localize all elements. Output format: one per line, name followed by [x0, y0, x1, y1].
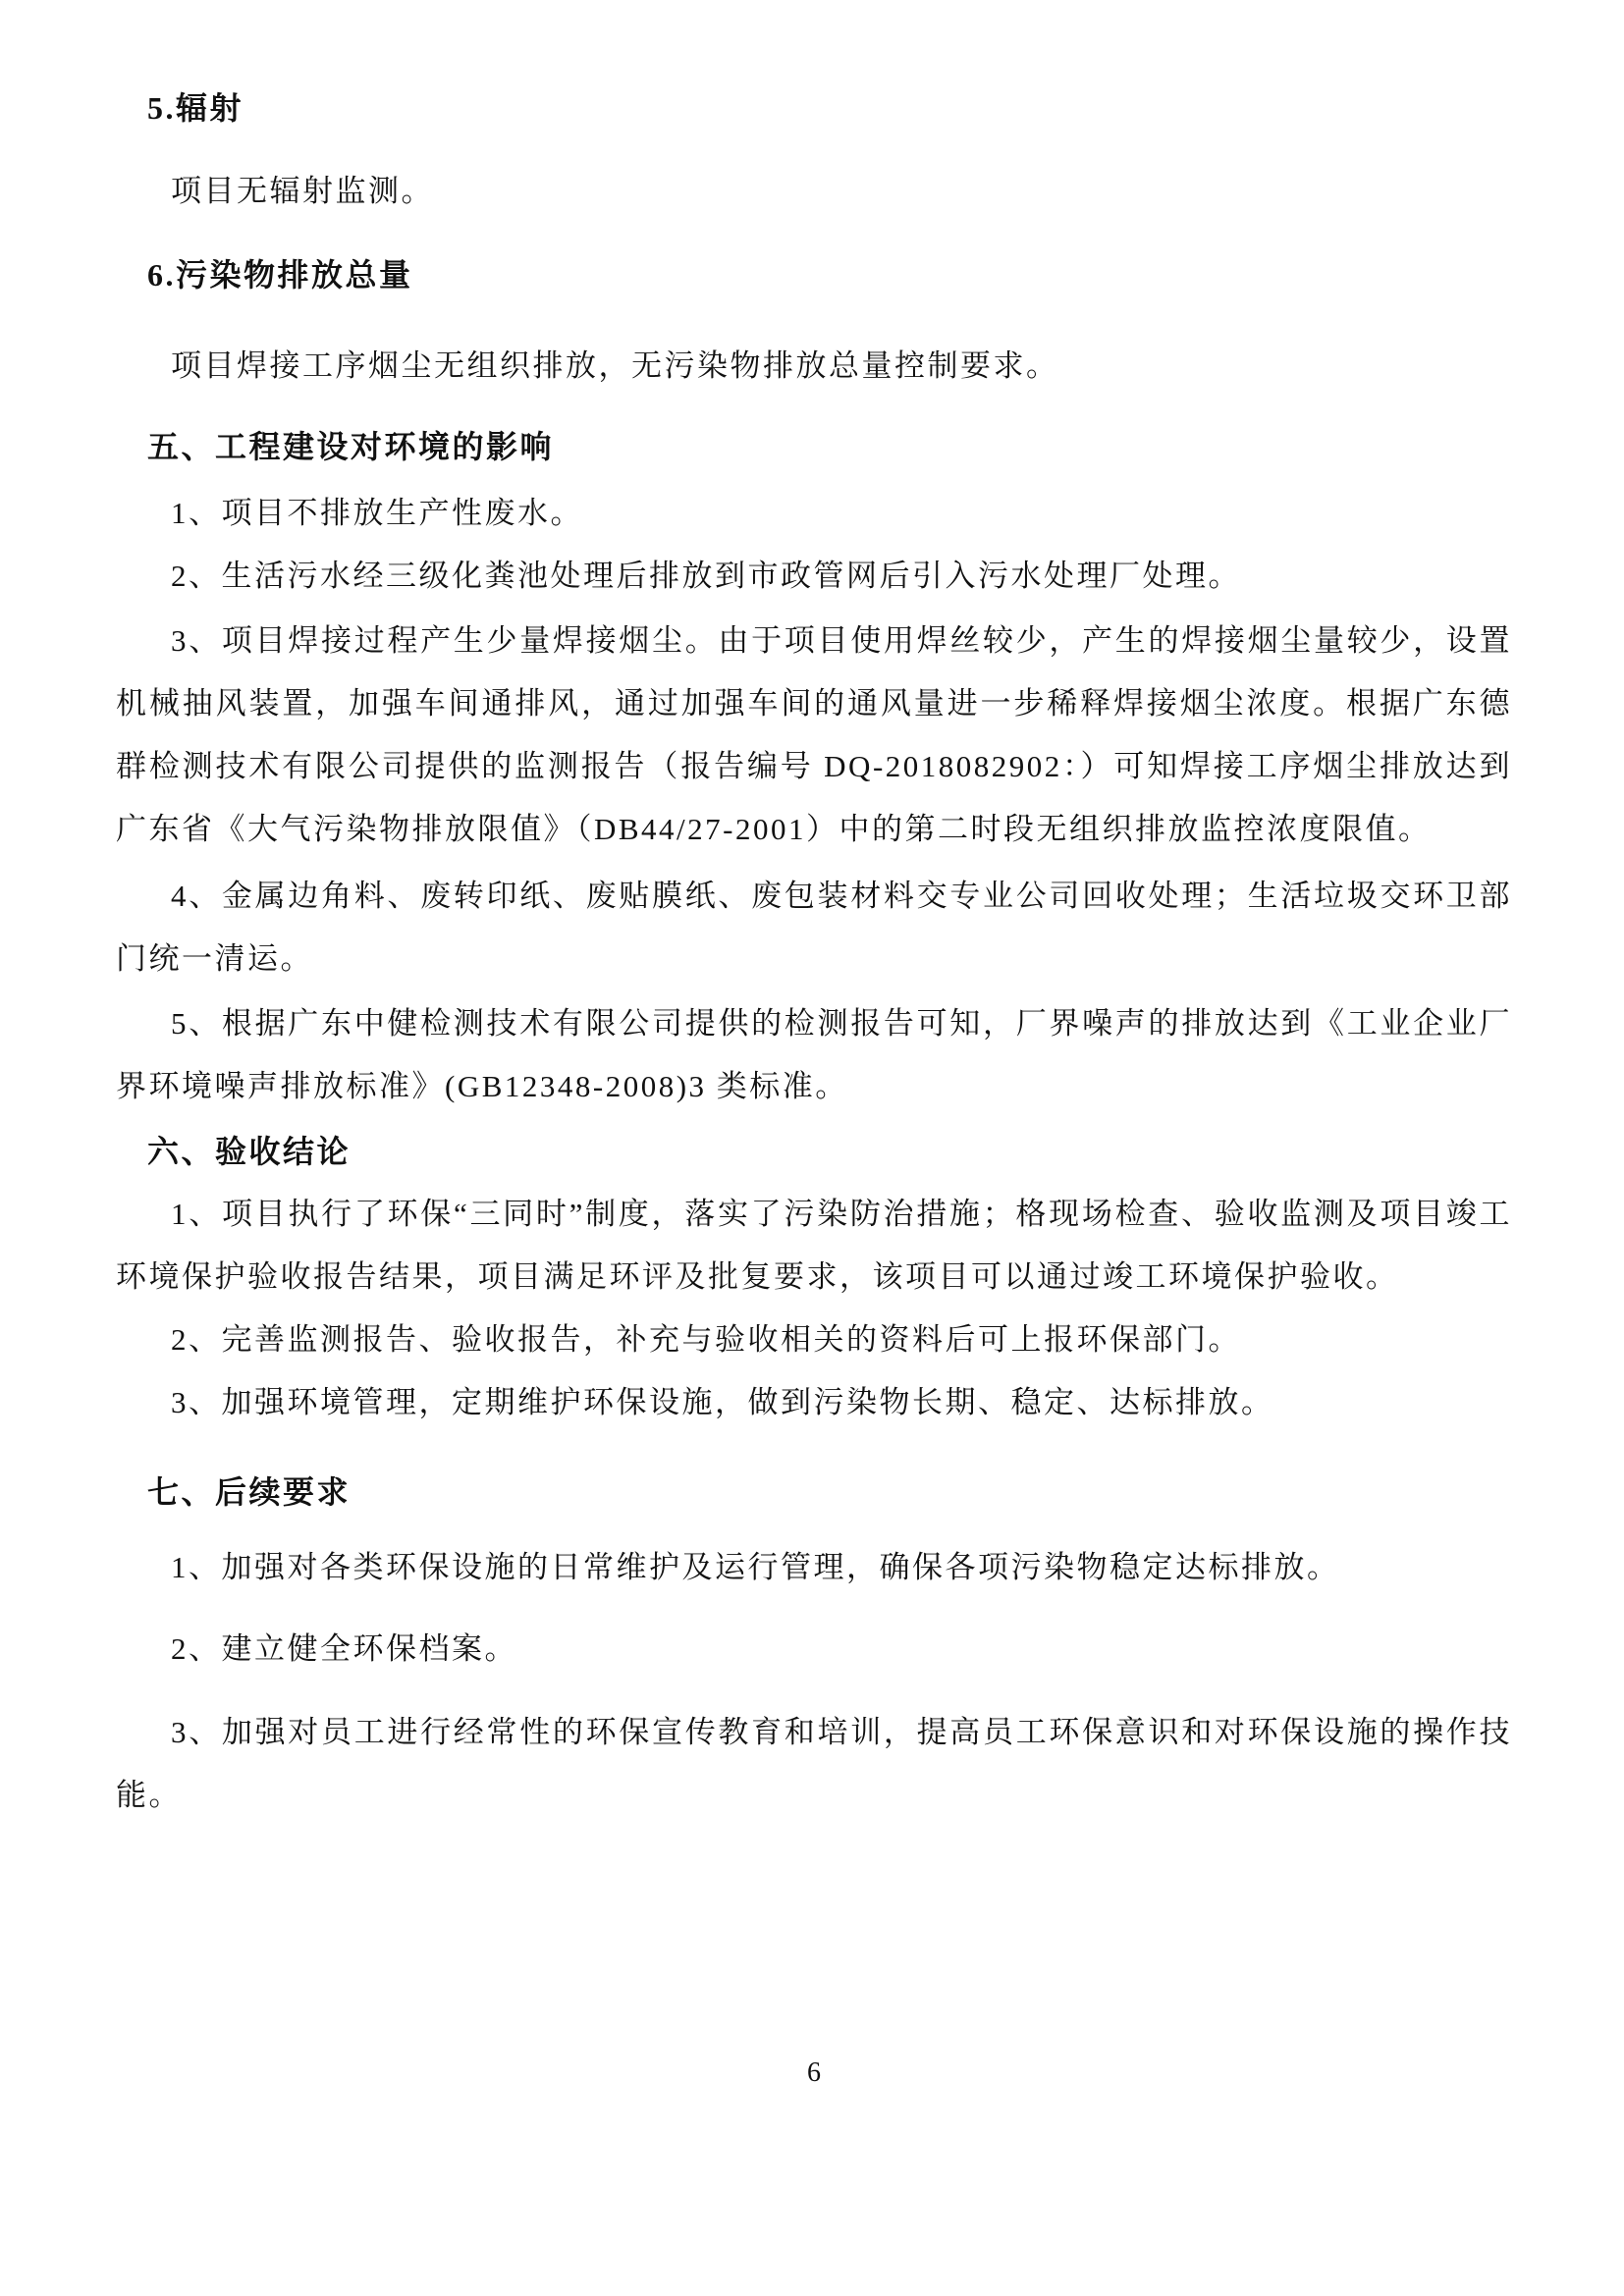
paragraph-followup-item-2: 2、建立健全环保档案。	[171, 1631, 517, 1666]
subsection-heading-radiation: 5.辐射	[147, 90, 244, 126]
subsection-heading-total-pollutant-emission: 6.污染物排放总量	[147, 257, 413, 293]
paragraph-followup-item-1: 1、加强对各类环保设施的日常维护及运行管理，确保各项污染物稳定达标排放。	[171, 1550, 1340, 1584]
paragraph-impact-item-5: 5、根据广东中健检测技术有限公司提供的检测报告可知，厂界噪声的排放达到《工业企业厂界环境噪声排放标准》(GB12348-2008)3 类标准。	[116, 1006, 1512, 1103]
paragraph-total-emission-requirement: 项目焊接工序烟尘无组织排放，无污染物排放总量控制要求。	[171, 348, 1059, 383]
paragraph-impact-item-2: 2、生活污水经三级化粪池处理后排放到市政管网后引入污水处理厂处理。	[171, 559, 1241, 593]
section-heading-acceptance-conclusion: 六、验收结论	[147, 1134, 352, 1169]
paragraph-conclusion-item-2: 2、完善监测报告、验收报告，补充与验收相关的资料后可上报环保部门。	[171, 1322, 1241, 1357]
section-heading-follow-up-requirements: 七、后续要求	[147, 1474, 352, 1510]
paragraph-conclusion-item-1: 1、项目执行了环保“三同时”制度，落实了污染防治措施；格现场检查、验收监测及项目竣工环境保护验收报告结果，项目满足环评及批复要求，该项目可以通过竣工环境保护验收。	[116, 1197, 1512, 1294]
paragraph-conclusion-item-3: 3、加强环境管理，定期维护环保设施，做到污染物长期、稳定、达标排放。	[171, 1385, 1274, 1419]
page-number: 6	[807, 2057, 821, 2088]
paragraph-impact-item-4: 4、金属边角料、废转印纸、废贴膜纸、废包装材料交专业公司回收处理；生活垃圾交环卫部门统一清运。	[116, 879, 1512, 976]
paragraph-impact-item-3: 3、项目焊接过程产生少量焊接烟尘。由于项目使用焊丝较少，产生的焊接烟尘量较少，设置机械抽风装置，加强车间通排风，通过加强车间的通风量进一步稀释焊接烟尘浓度。根据广东德群检测技术有限公司提供的监测报告（报告编号 DQ-2018082902：）可知焊接工序烟尘排放达到广东省《大气污染物排放限值》（DB44/27-2001）中的第二时段无组织排放监控浓度限值。	[116, 623, 1512, 846]
section-heading-environmental-impact: 五、工程建设对环境的影响	[147, 429, 555, 464]
paragraph-followup-item-3: 3、加强对员工进行经常性的环保宣传教育和培训，提高员工环保意识和对环保设施的操作技能。	[116, 1715, 1512, 1812]
paragraph-impact-item-1: 1、项目不排放生产性废水。	[171, 496, 583, 530]
paragraph-no-radiation-monitoring: 项目无辐射监测。	[171, 174, 434, 208]
